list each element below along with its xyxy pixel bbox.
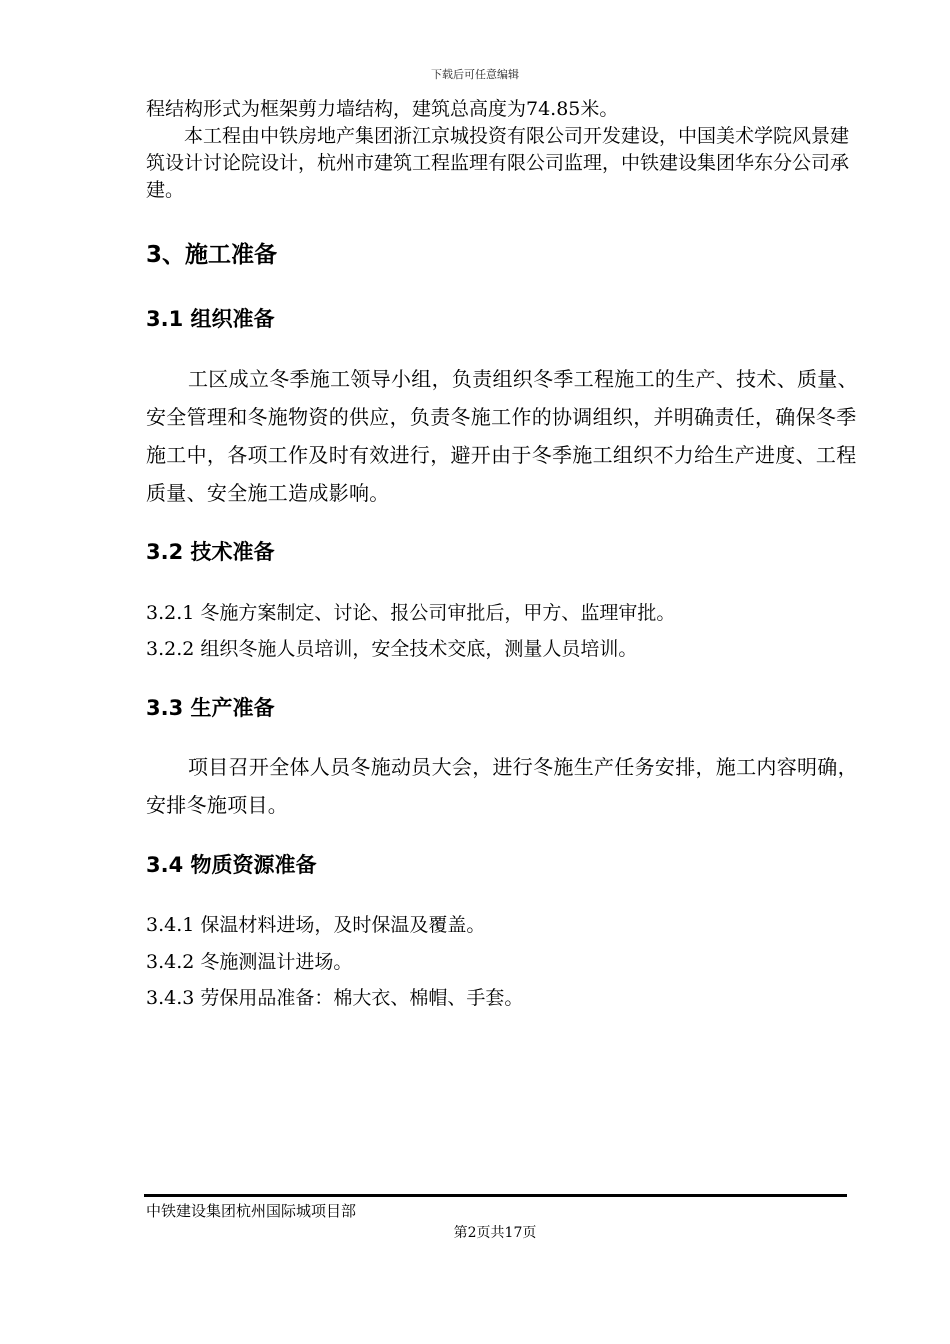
section-3-2-item: 3.2.1 冬施方案制定、讨论、报公司审批后，甲方、监理审批。 — [146, 602, 676, 624]
header-note: 下载后可任意编辑 — [431, 68, 519, 81]
section-3-1-body: 工区成立冬季施工领导小组，负责组织冬季工程施工的生产、技术、质量、安全管理和冬施物资的供应，负责冬施工作的协调组织，并明确责任，确保冬季施工中，各项工作及时有效进行，避开由于冬季施工组织不力给生产进度、工程质量、安全施工造成影响。 — [146, 367, 858, 505]
section-3-4-item: 3.4.2 冬施测温计进场。 — [146, 951, 353, 973]
section-3-4-item: 3.4.3 劳保用品准备：棉大衣、棉帽、手套。 — [146, 987, 524, 1009]
section-3-title: 3、施工准备 — [146, 242, 278, 268]
footer-page-number: 第2页共17页 — [453, 1225, 537, 1241]
intro-paragraph: 本工程由中铁房地产集团浙江京城投资有限公司开发建设，中国美术学院风景建筑设计讨论院设计，杭州市建筑工程监理有限公司监理，中铁建设集团华东分公司承建。 — [146, 125, 850, 201]
section-3-3-title: 3.3 生产准备 — [146, 696, 275, 720]
footer-divider — [144, 1194, 847, 1197]
intro-line-1: 程结构形式为框架剪力墙结构，建筑总高度为74.85米。 — [146, 98, 619, 120]
section-3-4-title: 3.4 物质资源准备 — [146, 853, 317, 877]
section-3-2-title: 3.2 技术准备 — [146, 540, 275, 564]
section-3-1-title: 3.1 组织准备 — [146, 307, 275, 331]
section-3-2-item: 3.2.2 组织冬施人员培训，安全技术交底，测量人员培训。 — [146, 638, 638, 660]
section-3-3-body: 项目召开全体人员冬施动员大会，进行冬施生产任务安排，施工内容明确，安排冬施项目。 — [146, 755, 858, 817]
section-3-4-item: 3.4.1 保温材料进场，及时保温及覆盖。 — [146, 914, 486, 936]
footer-organization: 中铁建设集团杭州国际城项目部 — [146, 1202, 357, 1220]
